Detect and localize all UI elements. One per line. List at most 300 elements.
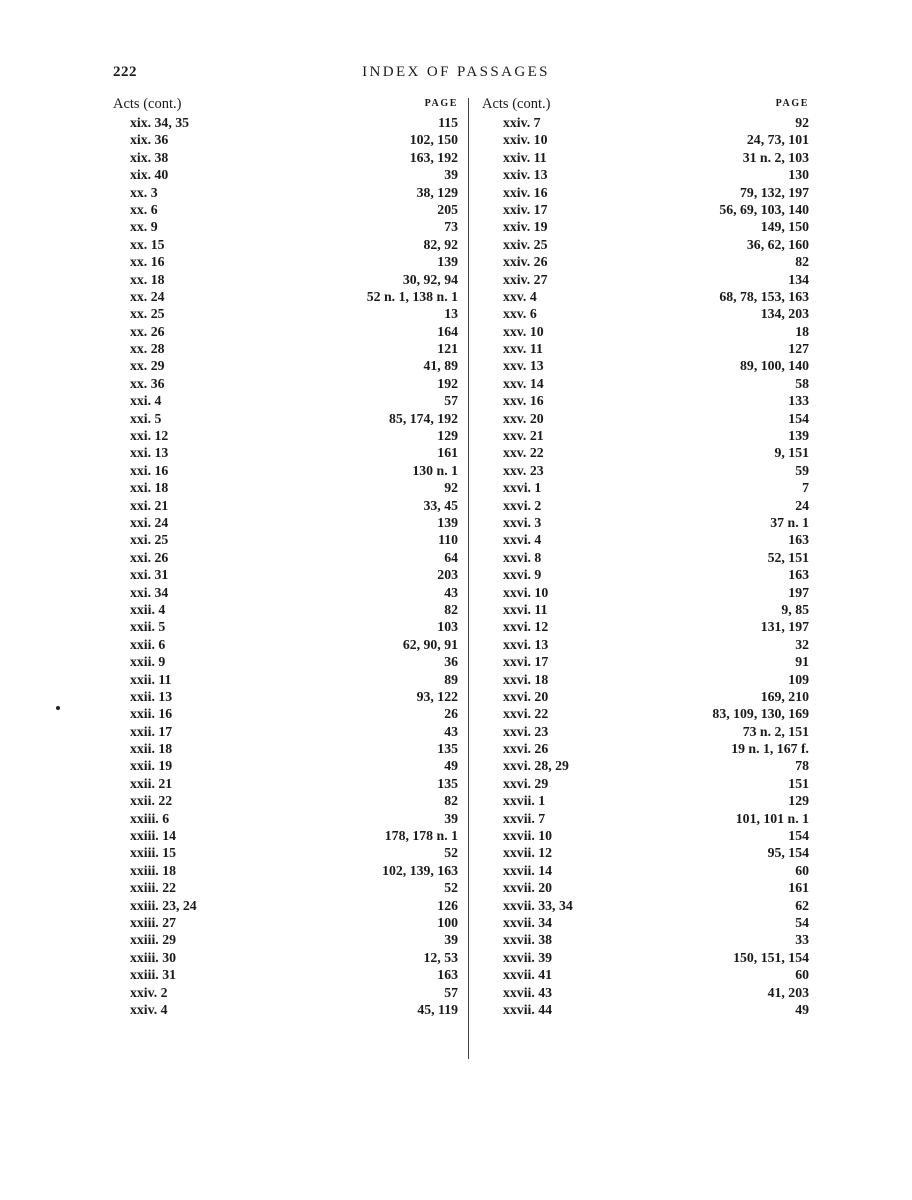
index-entry	[113, 897, 458, 914]
index-entry	[482, 323, 809, 340]
index-entry	[113, 114, 458, 131]
passage-reference: xxiv. 26	[503, 254, 548, 270]
passage-reference: xxiii. 22	[130, 880, 176, 896]
passage-reference: xxiii. 27	[130, 914, 176, 930]
passage-reference: xxi. 5	[130, 410, 162, 426]
index-entry	[113, 688, 458, 705]
page-references: 13	[444, 306, 458, 322]
passage-reference: xxvi. 18	[503, 671, 549, 687]
passage-reference: xxvi. 2	[503, 497, 542, 513]
index-entry	[113, 723, 458, 740]
page-references: 161	[437, 445, 458, 461]
index-entry	[113, 184, 458, 201]
index-column-left	[113, 96, 458, 1018]
passage-reference: xxii. 16	[130, 706, 173, 722]
passage-reference: xxii. 21	[130, 775, 173, 791]
page-references: 9, 151	[774, 445, 809, 461]
index-entry	[482, 966, 809, 983]
passage-reference: xxvi. 10	[503, 584, 549, 600]
passage-reference: xxv. 13	[503, 358, 544, 374]
passage-reference: xxii. 9	[130, 654, 166, 670]
passage-reference: xxiii. 18	[130, 862, 176, 878]
index-entry	[113, 984, 458, 1001]
index-entry	[113, 305, 458, 322]
index-entry	[113, 271, 458, 288]
index-entry	[113, 462, 458, 479]
passage-reference: xxi. 12	[130, 428, 169, 444]
page-references: 134	[788, 271, 809, 287]
index-entry	[482, 375, 809, 392]
index-entry	[113, 584, 458, 601]
page-references: 33, 45	[423, 497, 458, 513]
index-entry	[113, 201, 458, 218]
passage-reference: xxvii. 20	[503, 880, 553, 896]
passage-reference: xxi. 21	[130, 497, 169, 513]
index-entry	[482, 757, 809, 774]
passage-reference: xxi. 18	[130, 480, 169, 496]
page-references: 39	[444, 932, 458, 948]
index-entry	[482, 392, 809, 409]
page-references: 38, 129	[416, 184, 458, 200]
page-references: 92	[444, 480, 458, 496]
passage-reference: xxiii. 23, 24	[130, 897, 197, 913]
index-entry	[482, 131, 809, 148]
passage-reference: xx. 36	[130, 375, 165, 391]
passage-reference: xxvii. 39	[503, 949, 553, 965]
passage-reference: xxvi. 8	[503, 549, 542, 565]
page-column-label: PAGE	[424, 98, 458, 109]
page-references: 134, 203	[760, 306, 809, 322]
index-entry	[113, 514, 458, 531]
page-references: 83, 109, 130, 169	[712, 706, 809, 722]
index-entry	[113, 392, 458, 409]
index-entries	[482, 114, 809, 1018]
page-references: 164	[437, 323, 458, 339]
passage-reference: xxvi. 22	[503, 706, 549, 722]
index-entry	[482, 618, 809, 635]
index-entry	[482, 653, 809, 670]
passage-reference: xxvii. 43	[503, 984, 553, 1000]
index-entry	[113, 149, 458, 166]
index-entry	[113, 531, 458, 548]
passage-reference: xxv. 22	[503, 445, 544, 461]
passage-reference: xix. 34, 35	[130, 115, 190, 130]
index-entry	[482, 931, 809, 948]
index-entry	[482, 636, 809, 653]
index-entry	[482, 566, 809, 583]
page-references: 60	[795, 967, 809, 983]
index-entry	[482, 444, 809, 461]
page-references: 68, 78, 153, 163	[719, 288, 809, 304]
index-entry	[482, 688, 809, 705]
index-entry	[113, 427, 458, 444]
passage-reference: xxi. 31	[130, 567, 169, 583]
passage-reference: xxii. 11	[130, 671, 172, 687]
page-references: 95, 154	[767, 845, 809, 861]
passage-reference: xxvi. 20	[503, 688, 549, 704]
passage-reference: xxv. 11	[503, 341, 543, 357]
page-references: 129	[788, 793, 809, 809]
index-entry	[113, 879, 458, 896]
passage-reference: xxv. 16	[503, 393, 544, 409]
page-references: 36, 62, 160	[746, 236, 809, 252]
page-references: 130 n. 1	[412, 462, 458, 478]
passage-reference: xxv. 10	[503, 323, 544, 339]
page-references: 197	[788, 584, 809, 600]
page-references: 62	[795, 897, 809, 913]
index-entry	[113, 131, 458, 148]
index-entry	[482, 914, 809, 931]
page-references: 192	[437, 375, 458, 391]
passage-reference: xxiii. 31	[130, 967, 176, 983]
index-entry	[482, 740, 809, 757]
page-references: 169, 210	[760, 688, 809, 704]
index-entry	[482, 340, 809, 357]
index-entry	[113, 549, 458, 566]
passage-reference: xxi. 34	[130, 584, 169, 600]
index-entry	[482, 549, 809, 566]
passage-reference: xxvi. 29	[503, 775, 549, 791]
passage-reference: xxvi. 23	[503, 723, 549, 739]
index-entry	[113, 479, 458, 496]
index-entry	[113, 792, 458, 809]
passage-reference: xxiv. 7	[503, 115, 541, 130]
passage-reference: xx. 28	[130, 341, 165, 357]
passage-reference: xxvii. 38	[503, 932, 553, 948]
page-references: 139	[788, 428, 809, 444]
index-entry	[482, 427, 809, 444]
page-references: 45, 119	[417, 1001, 458, 1017]
index-entry	[482, 253, 809, 270]
page-references: 100	[437, 914, 458, 930]
index-entry	[482, 879, 809, 896]
index-entry	[113, 218, 458, 235]
passage-reference: xx. 3	[130, 184, 158, 200]
passage-reference: xxvii. 41	[503, 967, 553, 983]
page-references: 82	[444, 793, 458, 809]
page-references: 103	[437, 619, 458, 635]
page-references: 102, 150	[409, 132, 458, 148]
index-entry	[482, 1001, 809, 1018]
page-references: 9, 85	[781, 601, 809, 617]
page-references: 101, 101 n. 1	[735, 810, 809, 826]
page-references: 82	[444, 601, 458, 617]
index-entry	[113, 166, 458, 183]
page-references: 126	[437, 897, 458, 913]
page-references: 178, 178 n. 1	[384, 828, 458, 844]
index-entry	[113, 323, 458, 340]
page-references: 115	[438, 115, 458, 130]
index-entry	[482, 531, 809, 548]
index-entry	[113, 444, 458, 461]
index-entry	[482, 723, 809, 740]
index-entry	[113, 288, 458, 305]
passage-reference: xx. 16	[130, 254, 165, 270]
page-references: 49	[795, 1001, 809, 1017]
index-entry	[482, 844, 809, 861]
page-references: 150, 151, 154	[733, 949, 809, 965]
passage-reference: xxvii. 14	[503, 862, 553, 878]
page-references: 129	[437, 428, 458, 444]
running-title: INDEX OF PASSAGES	[362, 64, 550, 80]
index-entry	[482, 479, 809, 496]
page-references: 205	[437, 201, 458, 217]
index-entry	[482, 497, 809, 514]
passage-reference: xxvi. 11	[503, 601, 548, 617]
passage-reference: xxiii. 15	[130, 845, 176, 861]
page-references: 110	[438, 532, 458, 548]
page-references: 12, 53	[423, 949, 458, 965]
index-entry	[113, 949, 458, 966]
page-references: 36	[444, 654, 458, 670]
page-references: 102, 139, 163	[382, 862, 458, 878]
page-references: 52, 151	[767, 549, 809, 565]
index-entry	[482, 166, 809, 183]
page-references: 49	[444, 758, 458, 774]
index-entry	[113, 653, 458, 670]
passage-reference: xxi. 13	[130, 445, 169, 461]
index-entry	[482, 897, 809, 914]
passage-reference: xxvii. 12	[503, 845, 553, 861]
page-references: 135	[437, 775, 458, 791]
page-references: 139	[437, 514, 458, 530]
passage-reference: xxi. 4	[130, 393, 162, 409]
page-references: 92	[795, 115, 809, 130]
page-references: 24	[795, 497, 809, 513]
page-references: 135	[437, 741, 458, 757]
index-entry	[482, 236, 809, 253]
index-entry	[482, 671, 809, 688]
page-references: 57	[444, 984, 458, 1000]
page-references: 91	[795, 654, 809, 670]
page-references: 89	[444, 671, 458, 687]
page-references: 30, 92, 94	[402, 271, 458, 287]
page-references: 154	[788, 410, 809, 426]
page-references: 89, 100, 140	[740, 358, 809, 374]
page-references: 121	[437, 341, 458, 357]
passage-reference: xxvi. 26	[503, 741, 549, 757]
page-references: 57	[444, 393, 458, 409]
passage-reference: xix. 40	[130, 167, 169, 183]
index-entry	[482, 201, 809, 218]
index-entry	[113, 757, 458, 774]
page-references: 163	[788, 532, 809, 548]
passage-reference: xxvi. 9	[503, 567, 542, 583]
passage-reference: xxvi. 13	[503, 636, 549, 652]
passage-reference: xix. 38	[130, 149, 169, 165]
index-entry	[482, 514, 809, 531]
index-entry	[482, 949, 809, 966]
passage-reference: xxii. 4	[130, 601, 166, 617]
passage-reference: xxvi. 28, 29	[503, 758, 569, 774]
page-references: 43	[444, 584, 458, 600]
page-references: 163	[788, 567, 809, 583]
page-references: 52	[444, 880, 458, 896]
page-references: 131, 197	[760, 619, 809, 635]
index-entry	[482, 792, 809, 809]
passage-reference: xx. 24	[130, 288, 165, 304]
page-references: 56, 69, 103, 140	[719, 201, 809, 217]
passage-reference: xxvi. 3	[503, 514, 542, 530]
index-entry	[482, 584, 809, 601]
page-references: 82, 92	[423, 236, 458, 252]
column-header	[482, 96, 809, 114]
index-entry	[113, 253, 458, 270]
index-entry	[113, 566, 458, 583]
index-entries	[113, 114, 458, 1018]
index-entry	[113, 914, 458, 931]
index-entry	[113, 236, 458, 253]
passage-reference: xxv. 14	[503, 375, 544, 391]
index-entry	[482, 288, 809, 305]
index-entry	[113, 636, 458, 653]
page-references: 24, 73, 101	[746, 132, 809, 148]
index-entry	[482, 705, 809, 722]
index-entry	[113, 340, 458, 357]
passage-reference: xxvii. 10	[503, 828, 553, 844]
index-entry	[482, 775, 809, 792]
index-entry	[482, 862, 809, 879]
index-entry	[482, 305, 809, 322]
passage-reference: xxvii. 7	[503, 810, 546, 826]
passage-reference: xx. 9	[130, 219, 158, 235]
page-references: 163, 192	[409, 149, 458, 165]
page-references: 161	[788, 880, 809, 896]
page-references: 19 n. 1, 167 f.	[731, 741, 809, 757]
page-references: 43	[444, 723, 458, 739]
passage-reference: xxvi. 4	[503, 532, 542, 548]
page-references: 37 n. 1	[770, 514, 809, 530]
index-entry	[482, 114, 809, 131]
page-references: 109	[788, 671, 809, 687]
column-divider	[468, 98, 469, 1059]
passage-reference: xxiv. 2	[130, 984, 168, 1000]
page-references: 151	[788, 775, 809, 791]
passage-reference: xxii. 13	[130, 688, 173, 704]
page-references: 130	[788, 167, 809, 183]
passage-reference: xxiv. 25	[503, 236, 548, 252]
passage-reference: xxii. 22	[130, 793, 173, 809]
page-references: 82	[795, 254, 809, 270]
index-entry	[113, 705, 458, 722]
page-references: 73	[444, 219, 458, 235]
page-references: 154	[788, 828, 809, 844]
page-references: 85, 174, 192	[389, 410, 458, 426]
passage-reference: xxi. 24	[130, 514, 169, 530]
page-references: 149, 150	[760, 219, 809, 235]
page-references: 26	[444, 706, 458, 722]
passage-reference: xxvi. 17	[503, 654, 549, 670]
book-heading: Acts (cont.)	[482, 96, 551, 112]
index-entry	[113, 931, 458, 948]
index-entry	[113, 671, 458, 688]
index-column-right	[482, 96, 809, 1018]
index-entry	[482, 810, 809, 827]
index-entry	[113, 357, 458, 374]
passage-reference: xxii. 5	[130, 619, 166, 635]
passage-reference: xxv. 6	[503, 306, 537, 322]
index-entry	[113, 862, 458, 879]
passage-reference: xxiii. 30	[130, 949, 176, 965]
page-references: 78	[795, 758, 809, 774]
page-references: 18	[795, 323, 809, 339]
page-references: 41, 203	[767, 984, 809, 1000]
index-entry	[113, 810, 458, 827]
page-references: 133	[788, 393, 809, 409]
index-entry	[113, 497, 458, 514]
page-references: 73 n. 2, 151	[742, 723, 809, 739]
index-entry	[482, 827, 809, 844]
index-entry	[113, 375, 458, 392]
index-entry	[482, 357, 809, 374]
index-entry	[113, 601, 458, 618]
index-entry	[113, 740, 458, 757]
passage-reference: xxi. 25	[130, 532, 169, 548]
index-entry	[482, 149, 809, 166]
passage-reference: xxi. 16	[130, 462, 169, 478]
passage-reference: xx. 29	[130, 358, 165, 374]
page-references: 62, 90, 91	[402, 636, 458, 652]
page-references: 52 n. 1, 138 n. 1	[366, 288, 458, 304]
page-references: 54	[795, 914, 809, 930]
passage-reference: xx. 6	[130, 201, 158, 217]
stray-ink-dot	[56, 706, 60, 710]
page-references: 52	[444, 845, 458, 861]
page-references: 79, 132, 197	[740, 184, 809, 200]
index-entry	[482, 462, 809, 479]
passage-reference: xxiv. 11	[503, 149, 547, 165]
column-header	[113, 96, 458, 114]
page-references: 39	[444, 810, 458, 826]
passage-reference: xxv. 21	[503, 428, 544, 444]
page-references: 59	[795, 462, 809, 478]
page-number: 222	[113, 64, 137, 80]
index-entry	[113, 1001, 458, 1018]
passage-reference: xxiv. 16	[503, 184, 548, 200]
page-references: 203	[437, 567, 458, 583]
passage-reference: xxvii. 1	[503, 793, 546, 809]
passage-reference: xxv. 20	[503, 410, 544, 426]
passage-reference: xxvii. 33, 34	[503, 897, 573, 913]
index-entry	[482, 410, 809, 427]
passage-reference: xx. 26	[130, 323, 165, 339]
page-references: 7	[802, 480, 809, 496]
index-entry	[113, 618, 458, 635]
passage-reference: xix. 36	[130, 132, 169, 148]
passage-reference: xxii. 18	[130, 741, 173, 757]
page-references: 39	[444, 167, 458, 183]
index-entry	[113, 827, 458, 844]
page-references: 31 n. 2, 103	[742, 149, 809, 165]
passage-reference: xxvi. 1	[503, 480, 542, 496]
passage-reference: xxiv. 4	[130, 1001, 168, 1017]
passage-reference: xxiv. 13	[503, 167, 548, 183]
page-references: 58	[795, 375, 809, 391]
page-references: 127	[788, 341, 809, 357]
passage-reference: xxii. 19	[130, 758, 173, 774]
page-references: 33	[795, 932, 809, 948]
passage-reference: xxiv. 10	[503, 132, 548, 148]
passage-reference: xxii. 6	[130, 636, 166, 652]
page-references: 64	[444, 549, 458, 565]
index-entry	[113, 775, 458, 792]
index-entry	[113, 844, 458, 861]
index-entry	[482, 601, 809, 618]
page-references: 60	[795, 862, 809, 878]
index-entry	[482, 271, 809, 288]
passage-reference: xxiii. 29	[130, 932, 176, 948]
index-entry	[482, 184, 809, 201]
